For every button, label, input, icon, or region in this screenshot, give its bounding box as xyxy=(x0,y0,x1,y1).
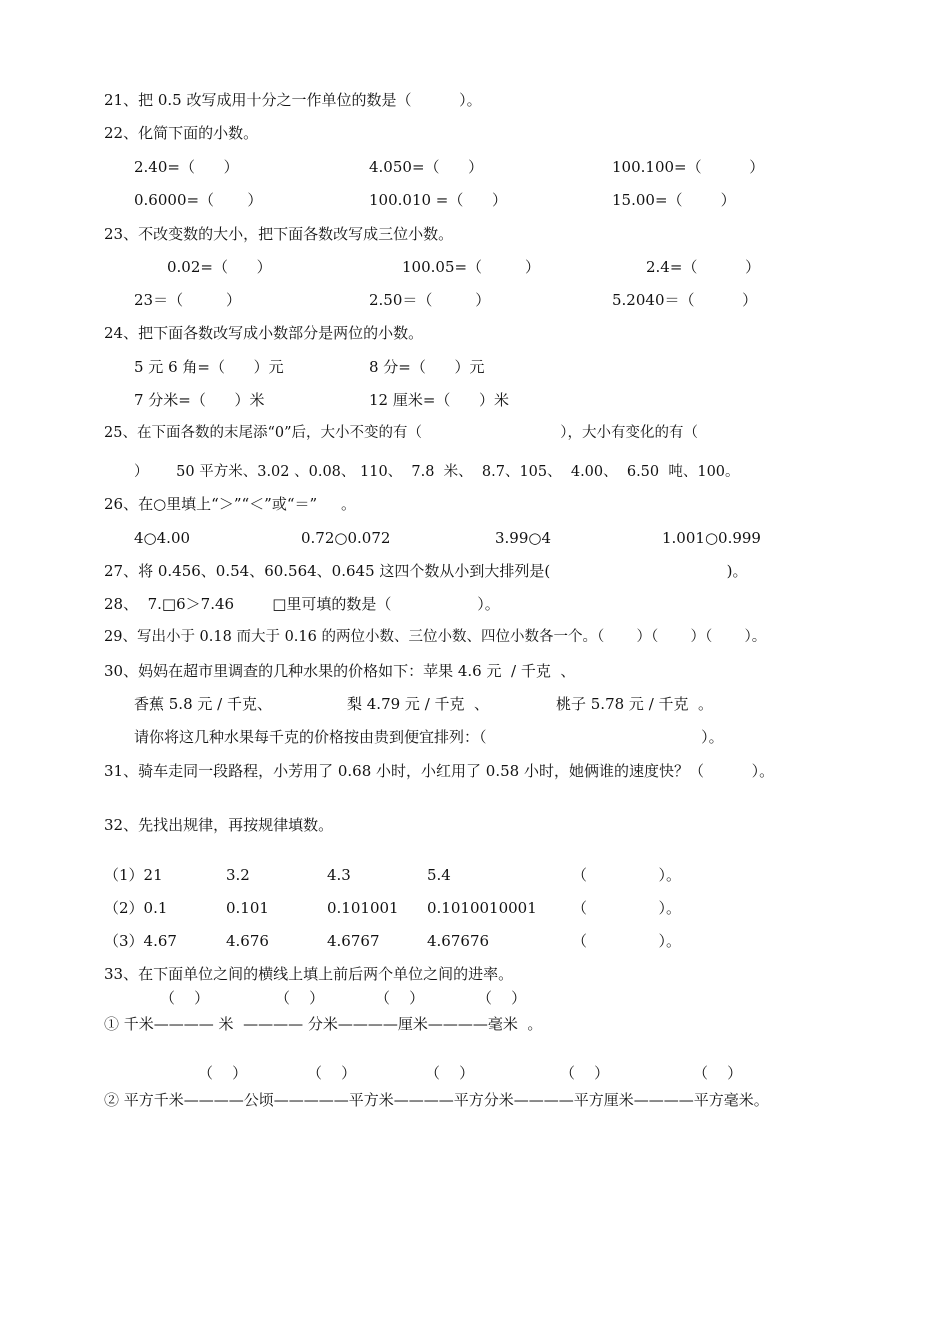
q32-row-answer: （ ）。 xyxy=(572,866,682,884)
q22-item: 0.6000=（ ） xyxy=(134,191,263,209)
q30-item: 香蕉 5.8 元 / 千克、 xyxy=(134,695,272,713)
q33-title: 33、在下面单位之间的横线上填上前后两个单位之间的进率。 xyxy=(104,965,514,983)
q23-item: 100.05=（ ） xyxy=(402,258,540,276)
q22-item: 100.010 =（ ） xyxy=(369,191,507,209)
q22-item: 4.050=（ ） xyxy=(369,158,484,176)
q26-item: 3.99○4 xyxy=(495,529,552,547)
q29: 29、写出小于 0.18 而大于 0.16 的两位小数、三位小数、四位小数各一个。（ ）（ ）（ ）。 xyxy=(104,629,767,645)
q32-row-answer: （ ）。 xyxy=(572,899,682,917)
q25-line2: ） 50 平方米、3.02 、0.08、 110、 7.8 米、 8.7、105、 4.00、 6.50 吨、100。 xyxy=(134,464,740,480)
q28: 28、 7.□6＞7.46 □里可填的数是（ ）。 xyxy=(104,595,500,613)
q27: 27、将 0.456、0.54、60.564、0.645 这四个数从小到大排列是( )。 xyxy=(104,562,748,580)
q33-line1: ① 千米———— 米 ———— 分米————厘米————毫米 。 xyxy=(104,1015,543,1033)
q23-item: 5.2040＝（ ） xyxy=(612,291,758,309)
q30-item: 桃子 5.78 元 / 千克 。 xyxy=(556,695,714,713)
q33-blank: （ ） xyxy=(275,989,325,1007)
q32-row-term: 4.67676 xyxy=(427,932,490,950)
q32-row-term: 4.3 xyxy=(327,866,351,884)
q24-item: 12 厘米=（ ）米 xyxy=(369,391,510,409)
q30-line3: 请你将这几种水果每千克的价格按由贵到便宜排列：（ ）。 xyxy=(134,728,724,746)
q33-blank: （ ） xyxy=(560,1064,610,1082)
q25-line1: 25、在下面各数的末尾添“0”后，大小不变的有（ ），大小有变化的有（ xyxy=(104,425,699,441)
q33-blank: （ ） xyxy=(375,989,425,1007)
q24-item: 5 元 6 角=（ ）元 xyxy=(134,358,284,376)
q32-row-term: 3.2 xyxy=(226,866,250,884)
q30-item: 梨 4.79 元 / 千克 、 xyxy=(347,695,490,713)
q33-blank: （ ） xyxy=(198,1064,248,1082)
q30-line1: 30、妈妈在超市里调查的几种水果的价格如下：苹果 4.6 元 / 千克 、 xyxy=(104,662,576,680)
q21: 21、把 0.5 改写成用十分之一作单位的数是（ ）。 xyxy=(104,91,482,109)
q32-row-term: 4.676 xyxy=(226,932,269,950)
q32-row-answer: （ ）。 xyxy=(572,932,682,950)
q33-blank: （ ） xyxy=(477,989,527,1007)
q23-item: 2.50＝（ ） xyxy=(369,291,491,309)
q23-item: 23＝（ ） xyxy=(134,291,241,309)
q33-blank: （ ） xyxy=(425,1064,475,1082)
q26-title: 26、在○里填上“＞”“＜”或“＝” 。 xyxy=(104,495,357,513)
q31: 31、骑车走同一段路程，小芳用了 0.68 小时，小红用了 0.58 小时，她俩谁的速度快？（ ）。 xyxy=(104,762,775,780)
q32-row-term: 0.101001 xyxy=(327,899,399,917)
q33-blank: （ ） xyxy=(693,1064,743,1082)
q23-title: 23、不改变数的大小，把下面各数改写成三位小数。 xyxy=(104,225,454,243)
q22-item: 100.100=（ ） xyxy=(612,158,765,176)
q23-item: 2.4=（ ） xyxy=(646,258,761,276)
q32-row-term: 4.6767 xyxy=(327,932,380,950)
q26-item: 0.72○0.072 xyxy=(301,529,391,547)
q22-item: 15.00=（ ） xyxy=(612,191,736,209)
q24-title: 24、把下面各数改写成小数部分是两位的小数。 xyxy=(104,324,424,342)
q24-item: 8 分=（ ）元 xyxy=(369,358,485,376)
q32-row-term: 0.1010010001 xyxy=(427,899,537,917)
q32-row-num: （3）4.67 xyxy=(104,932,177,950)
q32-row-term: 0.101 xyxy=(226,899,269,917)
q22-item: 2.40=（ ） xyxy=(134,158,239,176)
q33-blank: （ ） xyxy=(160,989,210,1007)
q22-title: 22、化简下面的小数。 xyxy=(104,124,259,142)
q23-item: 0.02=（ ） xyxy=(167,258,272,276)
q32-row-num: （1）21 xyxy=(104,866,163,884)
q26-item: 4○4.00 xyxy=(134,529,191,547)
q26-item: 1.001○0.999 xyxy=(662,529,761,547)
q33-line2: ② 平方千米————公顷—————平方米————平方分米————平方厘米————平方毫米。 xyxy=(104,1091,769,1109)
q24-item: 7 分米=（ ）米 xyxy=(134,391,265,409)
q32-title: 32、先找出规律，再按规律填数。 xyxy=(104,816,334,834)
q33-blank: （ ） xyxy=(307,1064,357,1082)
q32-row-num: （2）0.1 xyxy=(104,899,168,917)
q32-row-term: 5.4 xyxy=(427,866,451,884)
